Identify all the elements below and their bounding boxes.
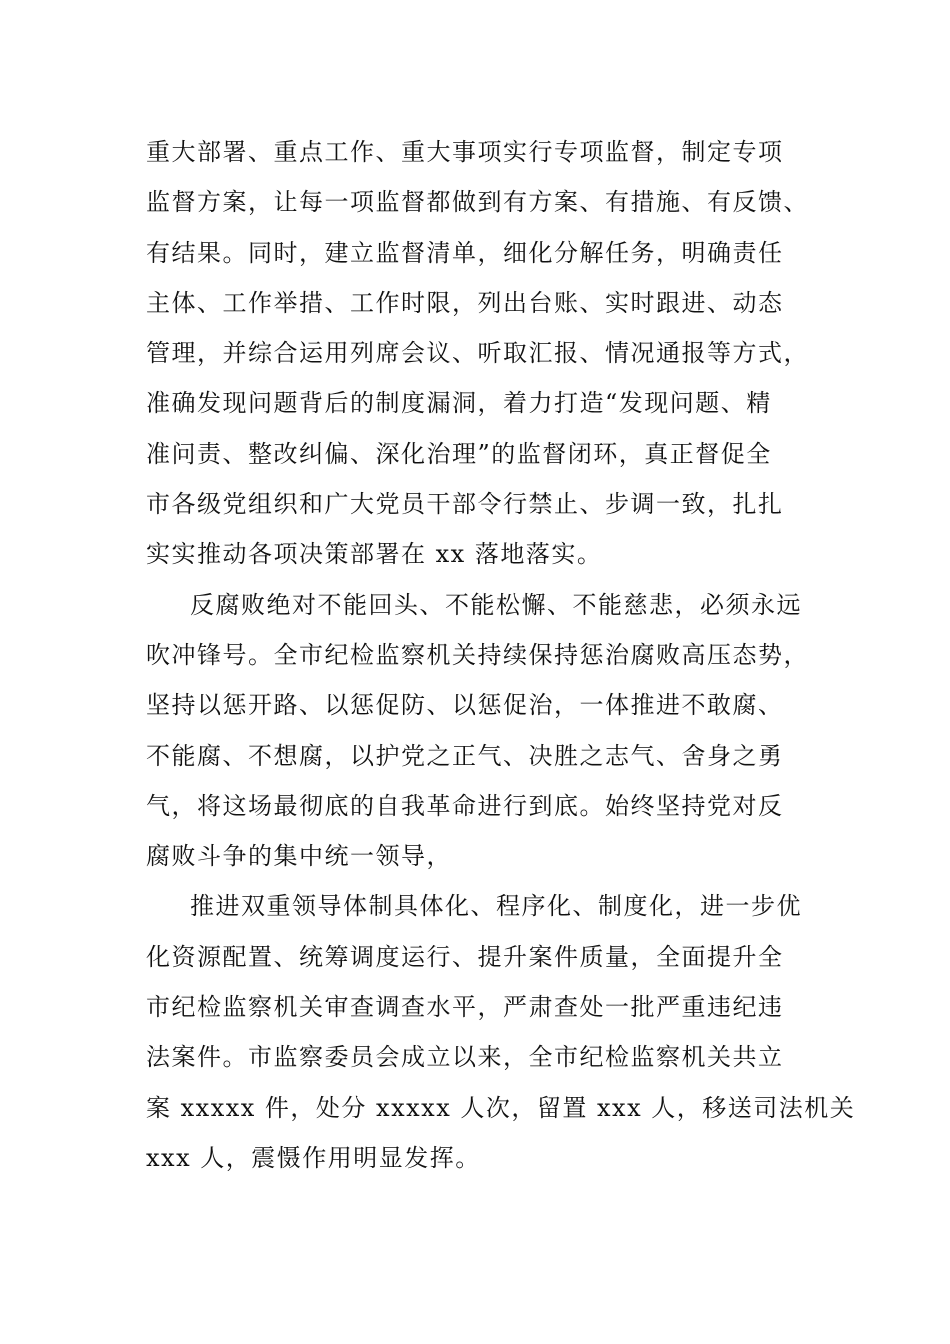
text-line: xxx 人，震慑作用明显发挥。 [146,1143,481,1172]
text-line: 吹冲锋号。全市纪检监察机关持续保持惩治腐败高压态势， [146,640,809,669]
paragraph-first-line: 反腐败绝对不能回头、不能松懈、不能慈悲，必须永远 [190,590,802,619]
document-body [146,127,856,1183]
paragraph-first-line: 推进双重领导体制具体化、程序化、制度化，进一步优 [190,892,802,921]
text-line: 案 xxxxx 件，处分 xxxxx 人次，留置 xxx 人，移送司法机关 [146,1093,856,1122]
text-line: 坚持以惩开路、以惩促防、以惩促治，一体推进不敢腐、 [146,691,784,720]
text-line: 准问责、整改纠偏、深化治理”的监督闭环，真正督促全 [146,439,772,468]
text-line: 准确发现问题背后的制度漏洞，着力打造“发现问题、精 [146,389,772,418]
text-line: 有结果。同时，建立监督清单，细化分解任务，明确责任 [146,238,784,267]
text-line: 监督方案，让每一项监督都做到有方案、有措施、有反馈、 [146,188,809,217]
text-line: 实实推动各项决策部署在 xx 落地落实。 [146,540,603,569]
text-line: 气，将这场最彻底的自我革命进行到底。始终坚持党对反 [146,791,784,820]
text-line: 不能腐、不想腐，以护党之正气、决胜之志气、舍身之勇 [146,741,784,770]
text-line: 主体、工作举措、工作时限，列出台账、实时跟进、动态 [146,288,784,317]
text-line: 法案件。市监察委员会成立以来，全市纪检监察机关共立 [146,1043,784,1072]
text-line: 化资源配置、统筹调度运行、提升案件质量，全面提升全 [146,942,784,971]
text-line: 腐败斗争的集中统一领导， [146,842,452,871]
text-line: 市各级党组织和广大党员干部令行禁止、步调一致，扎扎 [146,490,784,519]
text-line: 市纪检监察机关审查调查水平，严肃查处一批严重违纪违 [146,993,784,1022]
text-line: 重大部署、重点工作、重大事项实行专项监督，制定专项 [146,138,784,166]
text-line: 管理，并综合运用列席会议、听取汇报、情况通报等方式， [146,339,809,368]
